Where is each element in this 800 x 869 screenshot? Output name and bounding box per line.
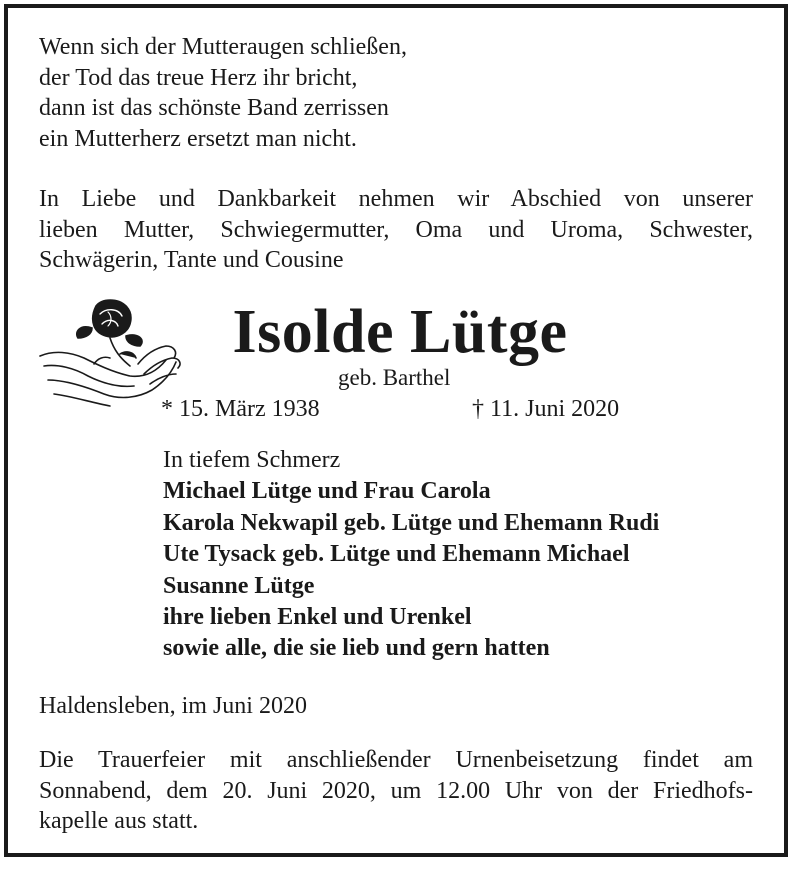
funeral-info [39,745,753,837]
mourner-line: ihre lieben Enkel und Urenkel [163,604,472,631]
mourner-line: sowie alle, die sie lieb und gern hatten [163,635,550,662]
intro-text [39,184,753,276]
mourners-list [163,445,659,665]
poem-line: Wenn sich der Mutteraugen schließen, [39,34,407,60]
maiden-name: geb. Barthel [338,365,451,390]
mourner-line: Ute Tysack geb. Lütge und Ehemann Michael [163,541,630,568]
mourner-line: Karola Nekwapil geb. Lütge und Ehemann Rudi [163,509,660,536]
intro-line: In Liebe und Dankbarkeit nehmen wir Abschied von unserer [39,186,753,212]
funeral-info-line: kapelle aus statt. [39,808,199,834]
funeral-info-line: Sonnabend, dem 20. Juni 2020, um 12.00 Uhr von der Friedhofs- [39,777,753,804]
poem-line: dann ist das schönste Band zerrissen [39,95,389,121]
obituary-notice [4,4,788,857]
funeral-info-line: Die Trauerfeier mit anschließender Urnenbeisetzung findet am [39,747,753,773]
mourners-heading: In tiefem Schmerz [163,447,341,473]
death-date: † 11. Juni 2020 [472,396,620,422]
place-date: Haldensleben, im Juni 2020 [39,693,307,719]
poem-line: der Tod das treue Herz ihr bricht, [39,64,358,91]
mourner-line: Susanne Lütge [163,572,315,599]
intro-line: lieben Mutter, Schwiegermutter, Oma und Uroma, Schwester, [39,216,753,243]
poem-line: ein Mutterherz ersetzt man nicht. [39,125,357,152]
intro-line: Schwägerin, Tante und Cousine [39,247,344,273]
birth-date: * 15. März 1938 [161,396,320,422]
deceased-name: Isolde Lütge [232,298,568,366]
mourner-line: Michael Lütge und Frau Carola [163,478,491,505]
memorial-poem [39,32,753,154]
